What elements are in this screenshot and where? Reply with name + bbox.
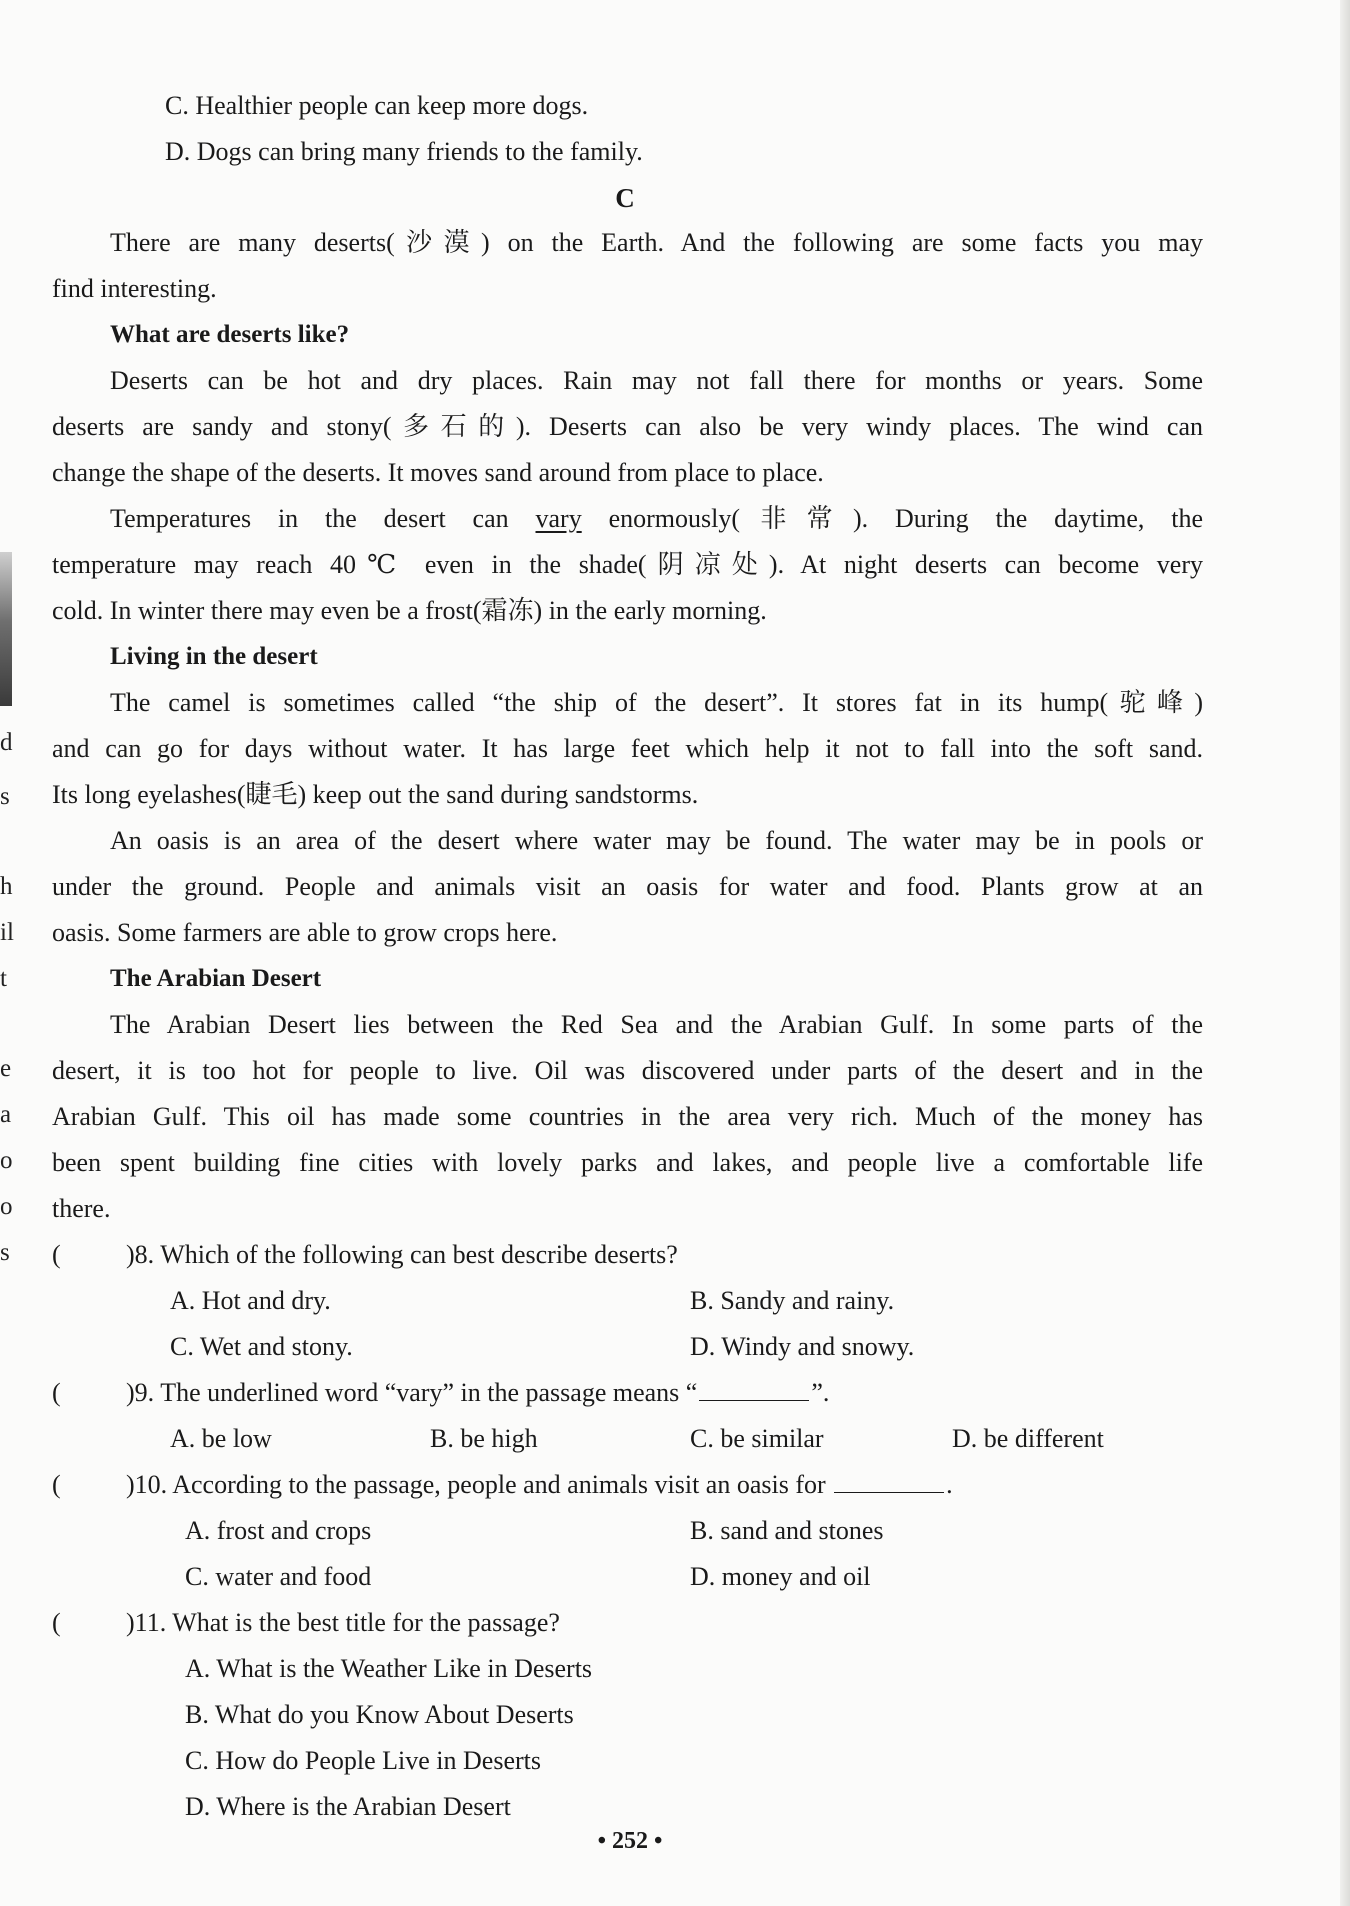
q11-option-a: A. What is the Weather Like in Deserts <box>185 1654 593 1683</box>
margin-letter: e <box>0 1055 12 1082</box>
q8-option-d: D. Windy and snowy. <box>690 1332 915 1361</box>
paragraph-line: desert, it is too hot for people to live. Oil was discovered under parts of the desert and in the <box>52 1056 1203 1085</box>
paragraph-line: The Arabian Desert lies between the Red Sea and the Arabian Gulf. In some parts of the <box>110 1010 1203 1039</box>
question-8-stem: )8. Which of the following can best describe deserts? <box>126 1240 678 1269</box>
margin-letter: t <box>0 965 7 992</box>
q10-option-b: B. sand and stones <box>690 1516 884 1545</box>
answer-paren: ( <box>52 1608 61 1637</box>
q10-option-d: D. money and oil <box>690 1562 871 1591</box>
heading-living-in-desert: Living in the desert <box>110 643 318 670</box>
answer-paren: ( <box>52 1240 61 1269</box>
q9-option-b: B. be high <box>430 1424 538 1453</box>
answer-blank[interactable] <box>834 1491 944 1493</box>
paragraph-line: there. <box>52 1194 111 1223</box>
page-edge-shadow <box>1340 0 1350 1906</box>
prev-option-c: C. Healthier people can keep more dogs. <box>165 91 589 120</box>
question-10-stem <box>126 1468 953 1502</box>
paragraph-line <box>110 502 1203 536</box>
paragraph-line: been spent building fine cities with lovely parks and lakes, and people live a comfortable life <box>52 1148 1203 1177</box>
text-segment: enormously(非常). During the daytime, the <box>608 504 1204 533</box>
question-11-stem: )11. What is the best title for the passage? <box>126 1608 560 1637</box>
q10-option-a: A. frost and crops <box>185 1516 372 1545</box>
paragraph-line: Its long eyelashes(睫毛) keep out the sand during sandstorms. <box>52 780 699 809</box>
q9-option-a: A. be low <box>170 1424 272 1453</box>
margin-letter: s <box>0 1239 10 1266</box>
paragraph-line: oasis. Some farmers are able to grow crops here. <box>52 918 558 947</box>
heading-what-are-deserts: What are deserts like? <box>110 321 350 348</box>
paragraph-line: Arabian Gulf. This oil has made some countries in the area very rich. Much of the money has <box>52 1102 1203 1131</box>
intro-line: There are many deserts(沙漠) on the Earth. And the following are some facts you may <box>110 228 1203 257</box>
paragraph-line: and can go for days without water. It has large feet which help it not to fall into the soft sand. <box>52 734 1203 763</box>
paragraph-line: under the ground. People and animals visit an oasis for water and food. Plants grow at an <box>52 872 1203 901</box>
paragraph-line: The camel is sometimes called “the ship of the desert”. It stores fat in its hump(驼峰) <box>110 688 1203 717</box>
q11-option-d: D. Where is the Arabian Desert <box>185 1792 511 1821</box>
adjacent-page-strip <box>0 0 22 1906</box>
margin-letter: h <box>0 873 13 900</box>
text-segment: ”. <box>811 1378 830 1407</box>
q9-option-d: D. be different <box>952 1424 1104 1453</box>
answer-paren: ( <box>52 1378 61 1407</box>
q9-option-c: C. be similar <box>690 1424 824 1453</box>
text-segment: )9. The underlined word “vary” in the passage means “ <box>126 1378 698 1407</box>
page-number: • 252 • <box>597 1828 663 1854</box>
paragraph-line: An oasis is an area of the desert where water may be found. The water may be in pools or <box>110 826 1203 855</box>
margin-letter: a <box>0 1101 12 1128</box>
q8-option-b: B. Sandy and rainy. <box>690 1286 895 1315</box>
margin-letter: il <box>0 919 14 946</box>
text-segment: Temperatures in the desert can <box>110 504 509 533</box>
text-segment: . <box>946 1470 953 1499</box>
paragraph-line: temperature may reach 40℃ even in the shade(阴凉处). At night deserts can become very <box>52 550 1203 579</box>
text-segment: )10. According to the passage, people and animals visit an oasis for <box>126 1470 826 1499</box>
margin-letter: o <box>0 1193 13 1220</box>
adjacent-page-photo <box>0 552 12 706</box>
intro-line: find interesting. <box>52 274 217 303</box>
margin-letter: s <box>0 783 10 810</box>
question-9-stem <box>126 1376 829 1410</box>
margin-letter: o <box>0 1147 13 1174</box>
q8-option-a: A. Hot and dry. <box>170 1286 331 1315</box>
heading-arabian-desert: The Arabian Desert <box>110 965 322 992</box>
underlined-word: vary <box>535 504 582 533</box>
q11-option-c: C. How do People Live in Deserts <box>185 1746 542 1775</box>
q11-option-b: B. What do you Know About Deserts <box>185 1700 574 1729</box>
q8-option-c: C. Wet and stony. <box>170 1332 353 1361</box>
margin-letter: d <box>0 729 13 756</box>
answer-blank[interactable] <box>699 1399 809 1401</box>
paragraph-line: change the shape of the deserts. It moves sand around from place to place. <box>52 458 824 487</box>
paragraph-line: cold. In winter there may even be a frost(霜冻) in the early morning. <box>52 596 767 625</box>
q10-option-c: C. water and food <box>185 1562 372 1591</box>
paragraph-line: deserts are sandy and stony(多石的). Deserts can also be very windy places. The wind can <box>52 412 1203 441</box>
answer-paren: ( <box>52 1470 61 1499</box>
section-title: C <box>615 183 635 213</box>
prev-option-d: D. Dogs can bring many friends to the family. <box>165 137 643 166</box>
paragraph-line: Deserts can be hot and dry places. Rain may not fall there for months or years. Some <box>110 366 1203 395</box>
